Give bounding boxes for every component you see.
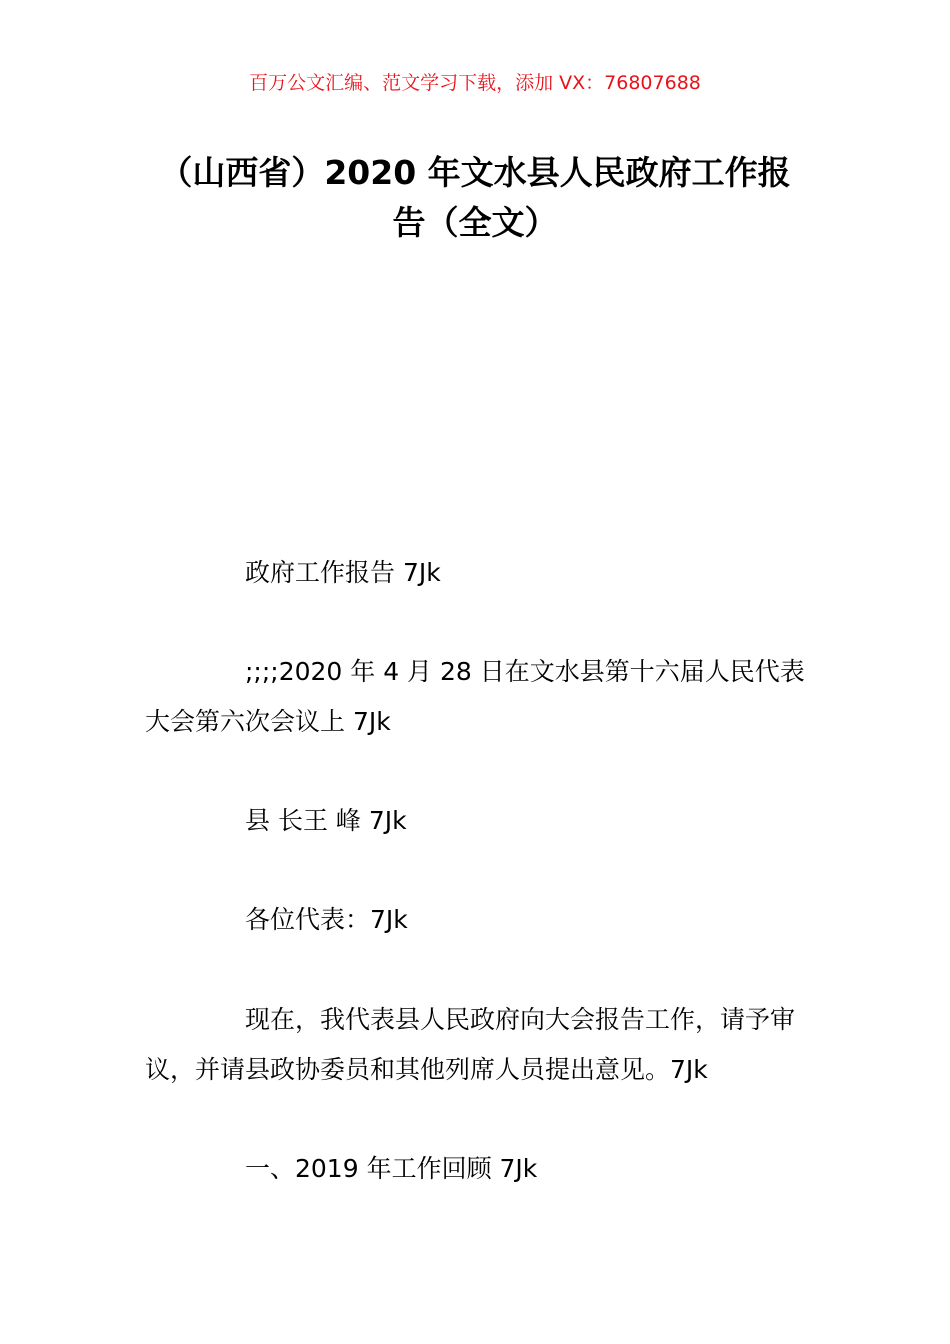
paragraph-intro: 现在，我代表县人民政府向大会报告工作，请予审议，并请县政协委员和其他列席人员提出意见。7Jk — [145, 1005, 796, 1084]
header-note: 百万公文汇编、范文学习下载，添加 VX：76807688 — [249, 72, 701, 94]
title-line-1: （山西省）2020 年文水县人民政府工作报 — [159, 153, 791, 192]
paragraph-speaker: 县 长王 峰 7Jk — [245, 806, 407, 835]
document-title — [140, 148, 810, 248]
section-heading-2019-review: 一、2019 年工作回顾 7Jk — [245, 1154, 538, 1183]
paragraph-salutation: 各位代表：7Jk — [245, 905, 408, 934]
paragraph-meeting-info: ;;;;2020 年 4 月 28 日在文水县第十六届人民代表大会第六次会议上 7Jk — [145, 657, 805, 736]
paragraph-report-label: 政府工作报告 7Jk — [245, 558, 441, 587]
title-line-2: 告（全文） — [392, 203, 558, 242]
